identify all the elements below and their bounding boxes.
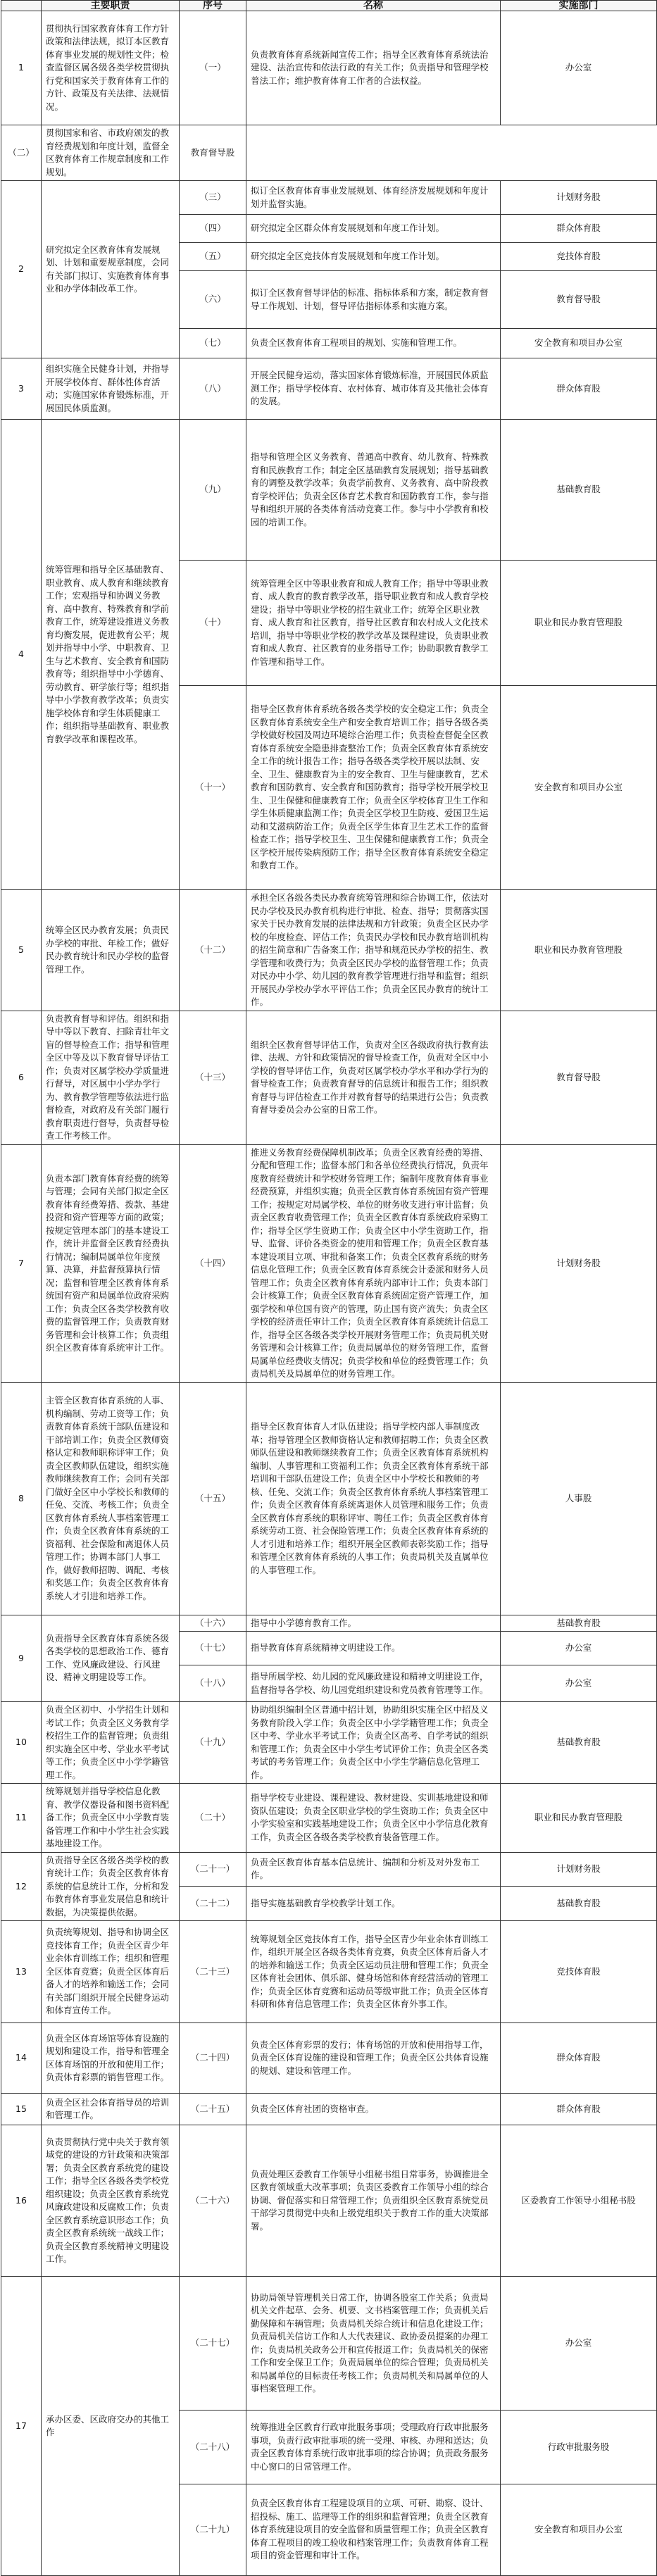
row-number: 7 [1,1144,42,1382]
table-row [1,1702,657,1784]
item-name: 协助局领导管理机关日常工作，协调各股室工作关系；负责局机关文件起草、会务、机要、文书档案管理工作；负责机关后勤保障和车辆管理；负责局机关综合统计和信息化建设工作；负责局机关信访工作和人大代表建议、政协委员提案的办理工作；负责局机关政务公开和宣传报道工作；负责局机关的保密工作和安全保卫工作；负责局属单位的综合管理；负责局机关和局属单位的目标责任考核工作；负责局机关和局属单位的人事档案管理工作。 [246,2277,501,2411]
main-duty: 负责本部门教育体育经费的统筹与管理；会同有关部门拟定全区教育体育经费筹措、拨款、基建投资和资产管理等方面的政策；按规定管理本部门的基本建设工作，统计并监督全区教育经费执行情况；编制局属单位年度预算、决算，并监督预算执行情况；监督和管理全区教育体育系统国有资产和局属单位政府采购工作；负责全区各类学校教育收费的监督管理工作；负责教育财务管理和会计核算工作；负责组织全区教育体育系统审计工作。 [42,1144,180,1382]
main-duty: 统筹规划并指导学校信息化教育、教学仪器设备和图书资料配备工作；负责全区中小学教育装备管理工作和中小学生社会实践基地建设工作。 [42,1784,180,1853]
item-seq: （二十八） [180,2411,246,2484]
item-dept: 群众体育股 [501,2094,657,2125]
item-name: 负责全区体育彩票的发行；体育场馆的开放和使用指导工作，负责全区体育设施的建设和管理工作；负责全区公共体育设施的规划、建设和管理工作。 [246,2023,501,2094]
item-seq: （十一） [180,686,246,890]
item-seq: （二十九） [180,2484,246,2576]
item-dept: 基础教育股 [501,1887,657,1921]
item-seq: （一） [180,11,246,125]
item-name: 统筹规划全区竞技体育工作，指导全区青少年业余体育训练工作，组织开展全区各级各类体育竞赛，负责全区体育后备人才的培养和输送工作；负责全区运动员注册和管理工作；负责全区体育社会团体、俱乐部、健身场馆和体育经营活动的管理工作；负责全区体育竞赛和运动员等级审批工作；负责全区体育科研和体育信息管理工作；负责全区体育外事工作。 [246,1921,501,2023]
item-seq: （八） [180,358,246,420]
item-seq: （十二） [180,890,246,1011]
header-name: 名称 [246,1,501,11]
item-dept: 办公室 [501,1632,657,1665]
row-number: 8 [1,1382,42,1615]
item-dept: 办公室 [501,1665,657,1702]
item-seq: （二十三） [180,1921,246,2023]
main-duty: 统筹管理和指导全区基础教育、职业教育、成人教育和继续教育工作；宏观指导和协调义务教育、高中教育、特殊教育和学前教育工作，统筹建设推进义务教育均衡发展，促进教育公平；规划并指导中小学、中职教育、卫生与艺术教育、安全教育和国防教育等；组织指导中小学德育、劳动教育、研学旅行等；组织指导中小学教育教学改革；负责实施学校体育和学生体质健康工作；组织指导基础教育、职业教育教学改革和课程改革。 [42,420,180,890]
item-name: 拟订全区教育体育事业发展规划、体育经济发展规划和年度计划并监督实施。 [246,181,501,215]
item-name: 负责全区教育体育工程建设项目的立项、可研、勘察、设计、招投标、施工、监理等工作的组织和监督管理；负责全区教育体育系统建设项目的安全监督和质量管理工作；负责全区教育体育工程项目的竣工验收和档案管理工作；负责教育体育工程项目的资金管理和审计工作。 [246,2484,501,2576]
main-duty: 承办区委、区政府交办的其他工作 [42,2277,180,2576]
row-number: 16 [1,2125,42,2277]
table-header-row [1,1,657,11]
main-duty: 统筹全区民办教育发展；负责民办学校的审批、年检工作；做好民办教育统计和民办学校的监督管理工作。 [42,890,180,1011]
item-name: 指导学校专业建设、课程建设、教材建设、实训基地建设和师资队伍建设；负责全区职业学校的学生资助工作；负责全区中小学实验室和实践基地建设工作；负责全区中小学信息化教育工作，负责全区各级各类学校教育装备管理工作。 [246,1784,501,1853]
main-duty: 贯彻执行国家教育体育工作方针政策和法律法规，拟订本区教育体育事业发展的规划性文件；检查监督区属各级各类学校贯彻执行党和国家关于教育体育工作的方针、政策及有关法律、法规情况。 [42,11,180,125]
item-seq: （十三） [180,1011,246,1144]
row-number: 15 [1,2094,42,2125]
header-duty: 主要职责 [42,1,180,11]
item-name: 开展全民健身运动，落实国家体育锻炼标准，开展国民体质监测工作；指导学校体育、农村体育、城市体育及其他社会体育的发展。 [246,358,501,420]
item-name: 指导全区教育体育人才队伍建设；指导学校内部人事制度改革；指导管理全区教师资格认定和教师招聘工作；负责全区教师队伍建设和教师继续教育工作；负责全区教育体育系统机构编制、人事管理和工资福利工作；负责全区教育体育系统干部培训和干部队伍建设工作；负责全区中小学校长和教师的考核、任免、交流工作；负责全区教育体育系统人事档案管理工作；负责全区教育体育系统离退休人员管理和服务工作；负责全区教育体育系统的职称评审、聘任工作；负责全区教育体育系统劳动工资、社会保险管理工作；负责全区教育体育系统的人才引进和培养工作；组织开展全区教师表彰奖励工作；指导和管理全区教育体育系统的人事工作；负责局机关及直属单位的人事管理工作。 [246,1382,501,1615]
item-seq: （十五） [180,1382,246,1615]
row-number: 6 [1,1011,42,1144]
item-name: 负责教育体育系统新闻宣传工作；指导全区教育体育系统法治建设、法治宣传和依法行政的有关工作；负责指导和管理学校普法工作；维护教育体育工作者的合法权益。 [246,11,501,125]
item-name: 承担全区各级各类民办教育统筹管理和综合协调工作，依法对民办学校及民办教育机构进行审批、检查、指导；贯彻落实国家关于民办教育发展的法律法规和方针政策；负责全区民办学校的年度检查、评估工作；负责民办学校和民办教育培训机构的招生简章和广告备案工作；指导和规范民办学校的招生、教学管理和收费行为；负责全区民办学校的监督管理工作；负责对民办中小学、幼儿园的教育教学管理进行指导和监督；组织开展民办学校办学水平评估工作；负责全区民办教育的统计工作。 [246,890,501,1011]
main-duty: 主管全区教育体育系统的人事、机构编制、劳动工资等工作；负责教育体育系统干部队伍建设和干部培训工作；负责全区教师资格认定和教师职称评审工作；负责全区教师队伍建设，组织实施教师继续教育工作；会同有关部门做好全区中小学校长和教师的任免、交流、考核工作；负责全区教育体育系统人事档案管理工作；负责全区教育体育系统的工资福利、社会保险和离退休人员管理工作；协调本部门人事工作，做好教师招聘、调配、考核和奖惩工作；负责全区教育体育系统人才引进和培养工作。 [42,1382,180,1615]
table-row [1,1784,657,1853]
item-seq: （十八） [180,1665,246,1702]
main-duty: 负责指导全区各级各类学校的教育统计工作；负责全区教育体育系统的信息统计工作，分析和发布教育体育事业发展信息和统计数据，为决策提供依据。 [42,1852,180,1921]
item-dept: 教育督导股 [180,125,246,181]
main-duty: 负责教育督导和评估。组织和指导中等以下教育、扫除青壮年文盲的督导检查工作；指导和管理全区中等及以下教育督导评估工作；负责对区属学校办学质量进行督导，对区属中小学办学行为、教育教学管理等依法进行监督检查，对政府及有关部门履行教育职责进行督导，负责督导检查工作考核工作。 [42,1011,180,1144]
item-name: 研究拟定全区竞技体育发展规划和年度工作计划。 [246,243,501,271]
table-row [1,2094,657,2125]
row-number: 10 [1,1702,42,1784]
item-seq: （四） [180,215,246,243]
item-seq: （十四） [180,1144,246,1382]
item-seq: （十九） [180,1702,246,1784]
item-name: 指导和管理全区义务教育、普通高中教育、幼儿教育、特殊教育和民族教育工作；制定全区基础教育发展规划；指导基础教育的调整及教学改革；负责学前教育、义务教育、高中阶段教育学校评估；负责全区体育艺术教育和国防教育工作，参与指导和组织开展的各类体育活动竞赛工作。参与中小学教育和校园的培训工作。 [246,420,501,561]
table-row [1,125,657,181]
item-dept: 职业和民办教育管理股 [501,890,657,1011]
item-seq: （十七） [180,1632,246,1665]
main-duty: 负责统筹规划、指导和协调全区竞技体育工作；负责全区青少年业余体育训练工作；组织和管理全区体育竞赛；负责全区体育后备人才的培养和输送工作；会同有关部门组织开展全民健身运动和体育宣传工作。 [42,1921,180,2023]
item-dept: 教育督导股 [501,271,657,329]
item-seq: （六） [180,271,246,329]
item-name: 统筹推进全区教育行政审批服务事项；受理政府行政审批服务事项，负责行政审批事项的统一受理、审核、办理和送达；负责全区教育体育系统行政审批事项的综合协调；负责政务服务中心窗口的日常管理工作。 [246,2411,501,2484]
item-name: 协助组织编制全区普通中招计划，协助组织实施全区中招及义务教育阶段入学工作；负责全区中小学学籍管理工作；负责全区中考、学业水平考试工作；负责全区高考、自学考试的组织和管理工作；负责全区中小学生考试评价工作；负责全区各类考试的考务管理工作；负责全区中小学生学籍信息化管理工作。 [246,1702,501,1784]
table-row [1,1382,657,1615]
table-row [1,1144,657,1382]
item-name: 推进义务教育经费保障机制改革；负责全区教育经费的筹措、分配和管理工作；监督本部门和各单位经费执行情况，负责年度教育经费统计和学校财务管理工作；编制年度教育体育事业经费预算，并组织实施；负责全区教育体育系统国有资产管理工作；按规定对局属学校、单位的财务收支进行审计监督；负责全区教育收费管理工作；负责全区教育体育系统政府采购工作；指导全区学生资助工作；负责全区中小学生资助工作，指导、监督、评价各类资金的使用和管理工作；负责全区教育基本建设项目立项、审批和备案工作；负责全区教育系统的财务信息化管理工作；负责全区教育体育系统会计委派和财务人员管理工作；负责全区教育体育系统内部审计工作；负责本部门会计核算工作；负责全区教育体育系统固定资产管理工作，加强学校和单位国有资产的管理，防止国有资产流失；负责全区学校的经济责任审计工作；负责全区教育体育系统统计信息工作，指导全区各级各类学校开展财务管理工作；负责局机关财务管理和会计核算工作；负责局属单位的财务管理工作，监督局属单位经费收支情况；负责学校和单位的经费管理工作；负责局机关及局属单位的财务管理工作。 [246,1144,501,1382]
item-dept: 区委教育工作领导小组秘书股 [501,2125,657,2277]
table-row [1,2125,657,2277]
header-dept: 实施部门 [501,1,657,11]
item-dept: 计划财务股 [501,1144,657,1382]
row-number: 9 [1,1615,42,1702]
item-seq: （十六） [180,1615,246,1632]
row-number: 14 [1,2023,42,2094]
item-seq: （二） [1,125,42,181]
main-duty: 负责全区体育场馆等体育设施的规划和建设工作，指导和管理全区体育场馆的开放和使用工作；负责体育彩票的销售管理工作。 [42,2023,180,2094]
main-duty: 组织实施全民健身计划，并指导开展学校体育、群体性体育活动；实施国家体育锻炼标准，开展国民体质监测。 [42,358,180,420]
table-row [1,1852,657,1887]
item-seq: （二十七） [180,2277,246,2411]
item-seq: （三） [180,181,246,215]
item-seq: （十） [180,561,246,686]
table-row [1,890,657,1011]
item-name: 贯彻国家和省、市政府颁发的教育经费规划和年度计划，监督全区教育体育工作规章制度和工作规划。 [42,125,180,181]
table-row [1,1011,657,1144]
table-row [1,181,657,215]
table-row [1,1921,657,2023]
item-dept: 办公室 [501,2277,657,2411]
main-duty: 负责贯彻执行党中央关于教育领域党的建设的方针政策和决策部署；负责全区教育系统党的建设工作；指导全区各级各类学校党组织建设；负责全区教育系统党风廉政建设和反腐败工作；负责全区教育系统意识形态工作；负责全区教育系统统一战线工作；负责全区教育系统精神文明建设工作。 [42,2125,180,2277]
main-duty: 研究拟定全区教育体育发展规划、计划和重要规章制度，会同有关部门拟订、实施教育体育事业和办学体制改革工作。 [42,181,180,358]
item-dept: 行政审批服务股 [501,2411,657,2484]
item-dept: 基础教育股 [501,1702,657,1784]
item-seq: （七） [180,329,246,358]
item-dept: 计划财务股 [501,1852,657,1887]
row-number: 2 [1,181,42,358]
main-duty: 负责全区社会体育指导员的培训和管理工作。 [42,2094,180,2125]
table-row [1,420,657,561]
item-name: 指导实施基础教育学校教学计划工作。 [246,1887,501,1921]
item-seq: （五） [180,243,246,271]
item-seq: （九） [180,420,246,561]
item-dept: 计划财务股 [501,181,657,215]
main-duty: 负责指导全区教育体育系统各级各类学校的思想政治工作、德育工作、党风廉政建设、行风建设、精神文明建设等工作。 [42,1615,180,1702]
item-name: 负责全区教育体育工程项目的规划、实施和管理工作。 [246,329,501,358]
item-dept: 竞技体育股 [501,1921,657,2023]
item-dept: 人事股 [501,1382,657,1615]
item-name: 拟订全区教育督导评估的标准、指标体系和方案，制定教育督导工作规划、计划，督导评估指标体系和实施方案。 [246,271,501,329]
item-name: 研究拟定全区群众体育发展规划和年度工作计划。 [246,215,501,243]
item-dept: 职业和民办教育管理股 [501,1784,657,1853]
row-number: 12 [1,1852,42,1921]
main-duty: 负责全区初中、小学招生计划和考试工作；负责全区义务教育学校招生工作的监督管理；负责组织实施全区中考、学业水平考试等工作；负责全区中小学学籍管理工作。 [42,1702,180,1784]
row-number: 3 [1,358,42,420]
item-dept: 基础教育股 [501,1615,657,1632]
item-dept: 群众体育股 [501,215,657,243]
header-seq: 序号 [180,1,246,11]
item-name: 指导所属学校、幼儿园的党风廉政建设和精神文明建设工作，监督指导各学校、幼儿园党组织建设和党员教育管理等工作。 [246,1665,501,1702]
item-seq: （二十一） [180,1852,246,1887]
row-number: 13 [1,1921,42,2023]
row-number: 5 [1,890,42,1011]
item-seq: （二十五） [180,2094,246,2125]
header-index [1,1,42,11]
item-dept: 办公室 [501,11,657,125]
item-seq: （二十二） [180,1887,246,1921]
item-dept: 安全教育和项目办公室 [501,686,657,890]
item-name: 组织全区教育督导评估工作，负责对全区各级政府执行教育法律、法规、方针和政策情况的督导检查工作，负责对全区中小学校的督导评估工作，负责对区属学校办学水平和办学行为的督导检查工作；负责教育督导的信息统计和报告工作；组织教育督导与评估检查工作并对教育督导的结果进行公告；负责教育督导委员会办公室的日常工作。 [246,1011,501,1144]
row-number: 11 [1,1784,42,1853]
item-name: 指导全区教育体育系统各级各类学校的安全稳定工作；负责全区教育体育系统安全生产和安全教育培训工作；指导各级各类学校做好校园及周边环境综合治理工作；负责检查督促全区教育体育系统安全隐患排查整治工作；负责全区教育体育系统安全工作的统计报告工作；指导各级各类学校开展以法制、安全、卫生、健康教育为主的安全教育、卫生与健康教育，艺术教育和国防教育、安全教育和国防教育；指导学校开展学校卫生、卫生保健和健康教育工作；负责全区学校体育卫生工作和学生体质健康监测工作；负责全区学校卫生防疫、爱国卫生运动和艾滋病防治工作；负责全区学生体育卫生艺术工作的监督检查工作；指导学校卫生、卫生保健和健康教育工作；负责全区学校开展传染病预防工作；指导全区教育体育系统安全稳定和教育工作。 [246,686,501,890]
item-name: 指导教育体育系统精神文明建设工作。 [246,1632,501,1665]
table-row [1,2023,657,2094]
row-number: 1 [1,11,42,125]
item-dept: 安全教育和项目办公室 [501,329,657,358]
table-row [1,358,657,420]
table-row [1,11,657,125]
table-row [1,1615,657,1632]
row-number: 4 [1,420,42,890]
responsibility-table [1,0,657,2576]
item-dept: 教育督导股 [501,1011,657,1144]
row-number: 17 [1,2277,42,2576]
item-name: 负责全区教育体育基本信息统计、编制和分析及对外发布工作。 [246,1852,501,1887]
item-name: 指导中小学德育教育工作。 [246,1615,501,1632]
item-seq: （二十） [180,1784,246,1853]
item-dept: 职业和民办教育管理股 [501,561,657,686]
item-dept: 群众体育股 [501,2023,657,2094]
item-dept: 安全教育和项目办公室 [501,2484,657,2576]
item-name: 负责处理区委教育工作领导小组秘书组日常事务，协调推进全区教育领域重大改革事项；负责区委教育工作领导小组的综合协调、督促落实和日常管理工作；负责组织全区教育系统党员干部学习贯彻党中央和上级党组织关于教育工作的重大决策部署。 [246,2125,501,2277]
item-dept: 竞技体育股 [501,243,657,271]
item-dept: 群众体育股 [501,358,657,420]
item-seq: （二十四） [180,2023,246,2094]
item-seq: （二十六） [180,2125,246,2277]
item-name: 负责全区体育社团的资格审查。 [246,2094,501,2125]
item-name: 统筹管理全区中等职业教育和成人教育工作；指导中等职业教育、成人教育的教育教学改革，指导职业教育和成人教育学校建设；指导中等职业学校的招生就业工作；统筹全区职业教育、成人教育和社区教育，指导社区教育和农村成人文化技术培训，指导中等职业学校的教学改革及课程建设，负责职业教育和成人教育、社区教育的业务指导工作；协助职教育教学工作管理和指导工作。 [246,561,501,686]
item-dept: 基础教育股 [501,420,657,561]
